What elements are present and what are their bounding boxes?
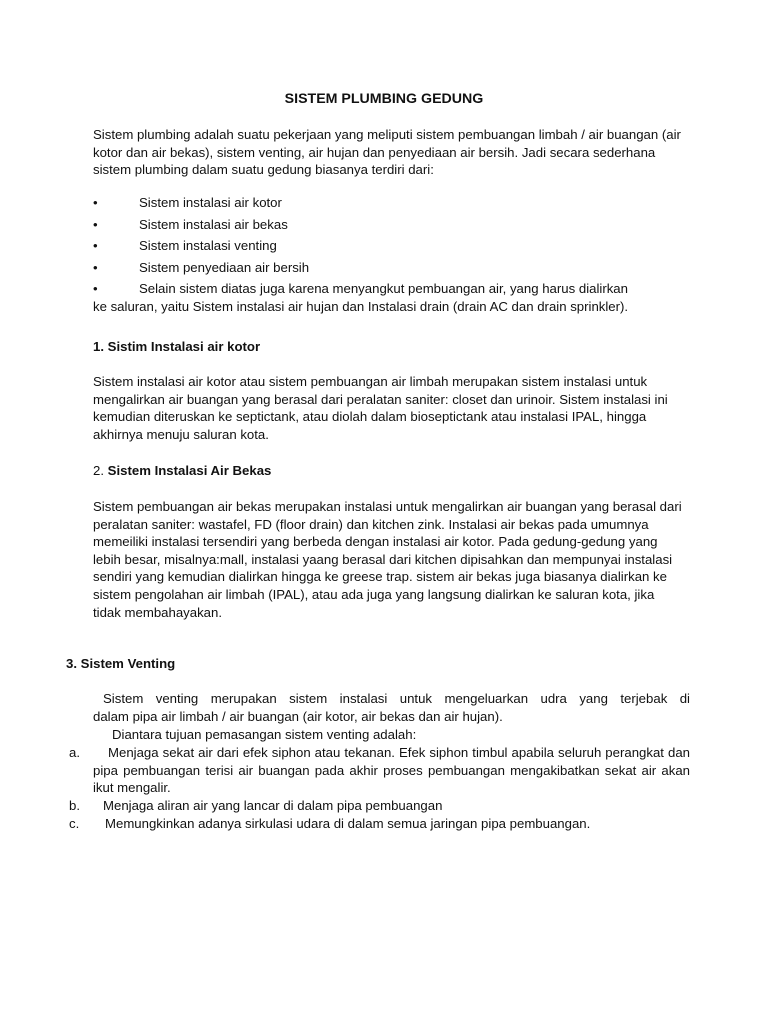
list-item-text: Memungkinkan adanya sirkulasi udara di dalam semua jaringan pipa pembuangan. (105, 816, 591, 831)
list-item (69, 744, 699, 798)
intro-paragraph: Sistem plumbing adalah suatu pekerjaan yang meliputi sistem pembuangan limbah / air buangan (air kotor dan air bekas), sistem venting, air hujan dan penyediaan air bersih. Jadi secara sederhana sistem plumbing dalam suatu gedung biasanya terdiri dari: (93, 127, 681, 178)
section-body-2: Sistem pembuangan air bekas merupakan instalasi untuk mengalirkan air buangan yang berasal dari peralatan saniter: wastafel, FD (floor drain) dan kitchen zink. Instalasi air bekas pada umumnya memeiliki instalasi tersendiri yang berbeda dengan instalasi air kotor. Pada gedung-gedung yang lebih besar, misalnya:mall, instalasi yaang berasal dari kitchen dipisahkan dan mempunyai instalasi sendiri yang kemudian dialirkan hingga ke greese trap. sistem air bekas juga biasanya dialirkan ke sistem pengolahan air limbah (IPAL), atau ada juga yang langsung dialirkan ke saluran kota, jika tidak membahayakan. (93, 499, 682, 620)
list-item-text: Sistem penyediaan air bersih (139, 260, 310, 275)
section-heading-text: Sistem Instalasi Air Bekas (107, 463, 272, 478)
list-item-text: Sistem instalasi venting (139, 238, 277, 253)
section-body-3-rest: dalam pipa air limbah / air buangan (air kotor, air bekas dan air hujan). (93, 709, 503, 724)
bullet-icon: • (93, 281, 98, 296)
list-item-text: Sistem instalasi air kotor (139, 195, 282, 210)
list-item (69, 797, 699, 815)
section-body-3-first-line: Sistem venting merupakan sistem instalasi untuk mengeluarkan udra yang terjebak di (103, 691, 690, 706)
list-marker: c. (69, 816, 80, 831)
section-heading-1: 1. Sistim Instalasi air kotor (93, 339, 261, 354)
list-item-text: Selain sistem diatas juga karena menyangkut pembuangan air, yang harus dialirkan (139, 281, 628, 296)
list-item-text: Menjaga sekat air dari efek siphon atau tekanan. Efek siphon timbul apabila seluruh perangkat dan pipa pembuangan terisi air buangan pada akhir proses pembuangan mengakibatkan sekat air akan ikut mengalir. (93, 745, 690, 796)
document-title: SISTEM PLUMBING GEDUNG (284, 91, 484, 107)
bullet-icon: • (93, 238, 98, 253)
section-body-1: Sistem instalasi air kotor atau sistem pembuangan air limbah merupakan sistem instalasi untuk mengalirkan air buangan yang berasal dari peralatan saniter: closet dan urinoir. Sistem instalasi ini kemudian diteruskan ke septictank, atau diolah dalam bioseptictank atau instalasi IPAL, hingga akhirnya menuju saluran kota. (93, 374, 668, 442)
bullet-icon: • (93, 195, 98, 210)
list-marker: a. (69, 745, 80, 760)
list-marker: b. (69, 798, 80, 813)
bullet-icon: • (93, 260, 98, 275)
list-item-text: Sistem instalasi air bekas (139, 217, 288, 232)
list-item-continuation: ke saluran, yaitu Sistem instalasi air hujan dan Instalasi drain (drain AC dan drain sprinkler). (93, 299, 629, 314)
list-item-text: Menjaga aliran air yang lancar di dalam pipa pembuangan (103, 798, 443, 813)
list-item (69, 815, 699, 833)
goals-intro: Diantara tujuan pemasangan sistem venting adalah: (112, 727, 417, 742)
section-heading-2 (93, 462, 683, 480)
section-heading-3: 3. Sistem Venting (66, 656, 176, 671)
section-number: 2. (93, 463, 104, 478)
bullet-icon: • (93, 217, 98, 232)
